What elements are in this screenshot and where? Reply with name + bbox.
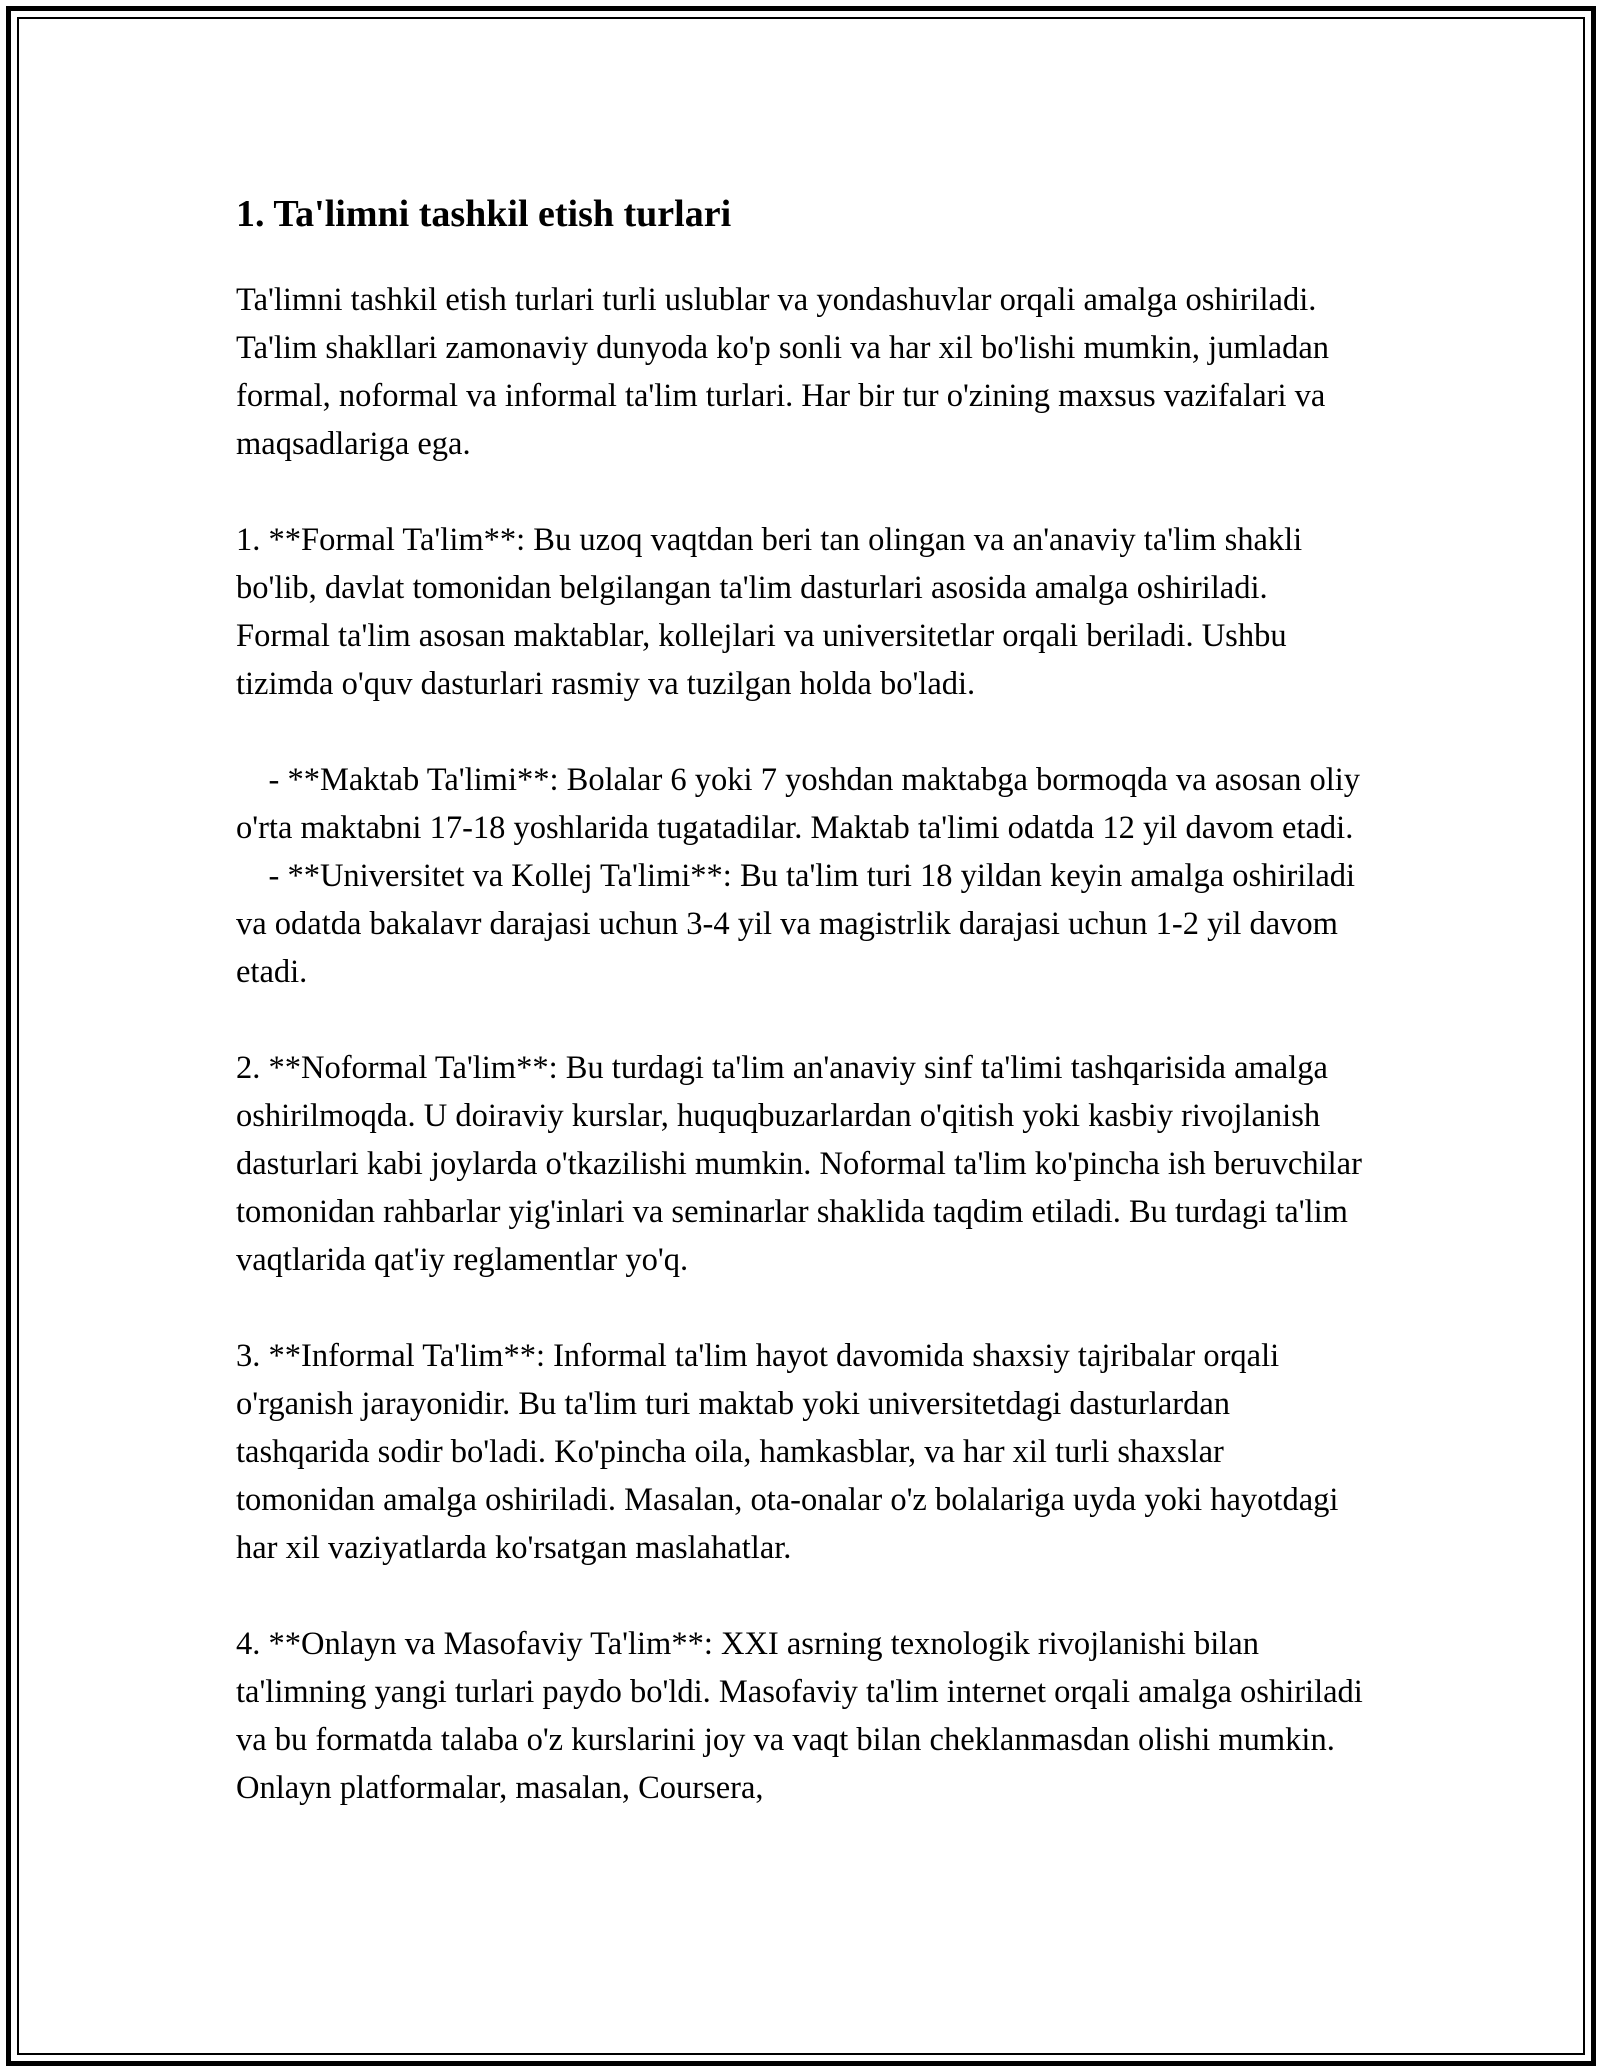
noformal-paragraph: 2. **Noformal Ta'lim**: Bu turdagi ta'lim an'anaviy sinf ta'limi tashqarisida amalga oshirilmoqda. U doiraviy kurslar, huquqbuzarlardan o'qitish yoki kasbiy rivojlanish dasturlari kabi joylarda o'tkazilishi mumkin. Noformal ta'lim ko'pincha ish beruvchilar tomonidan rahbarlar yig'inlari va seminarlar shaklida taqdim etiladi. Bu turdagi ta'lim vaqtlarida qat'iy reglamentlar yo'q. [236, 1050, 1371, 1278]
document-body [236, 188, 1371, 1812]
paragraph-gap [236, 708, 1366, 756]
onlayn-paragraph: 4. **Onlayn va Masofaviy Ta'lim**: XXI asrning texnologik rivojlanishi bilan ta'limning yangi turlari paydo bo'ldi. Masofaviy ta'lim internet orqali amalga oshiriladi va bu formatda talaba o'z kurslarini joy va vaqt bilan cheklanmasdan olishi mumkin. Onlayn platformalar, masalan, Coursera, [236, 1626, 1371, 1806]
paragraph-gap [236, 1572, 1366, 1620]
paragraph-gap [236, 468, 1366, 516]
universitet-paragraph: - **Universitet va Kollej Ta'limi**: Bu ta'lim turi 18 yildan keyin amalga oshiriladi va odatda bakalavr darajasi uchun 3-4 yil va magistrlik darajasi uchun 1-2 yil davom etadi. [236, 858, 1364, 990]
section-heading: 1. Ta'limni tashkil etish turlari [236, 193, 732, 235]
maktab-paragraph: - **Maktab Ta'limi**: Bolalar 6 yoki 7 yoshdan maktabga bormoqda va asosan oliy o'rta maktabni 17-18 yoshlarida tugatadilar. Maktab ta'limi odatda 12 yil davom etadi. [236, 762, 1369, 846]
paragraph-gap [236, 996, 1366, 1044]
formal-paragraph: 1. **Formal Ta'lim**: Bu uzoq vaqtdan beri tan olingan va an'anaviy ta'lim shakli bo'lib, davlat tomonidan belgilangan ta'lim dasturlari asosida amalga oshiriladi. Formal ta'lim asosan maktablar, kollejlari va universitetlar orqali beriladi. Ushbu tizimda o'quv dasturlari rasmiy va tuzilgan holda bo'ladi. [236, 522, 1311, 702]
informal-paragraph: 3. **Informal Ta'lim**: Informal ta'lim hayot davomida shaxsiy tajribalar orqali o'rganish jarayonidir. Bu ta'lim turi maktab yoki universitetdagi dasturlardan tashqarida sodir bo'ladi. Ko'pincha oila, hamkasblar, va har xil turli shaxslar tomonidan amalga oshiriladi. Masalan, ota-onalar o'z bolalariga uyda yoki hayotdagi har xil vaziyatlarda ko'rsatgan maslahatlar. [236, 1338, 1347, 1566]
paragraph-gap [236, 1284, 1366, 1332]
intro-paragraph: Ta'limni tashkil etish turlari turli uslublar va yondashuvlar orqali amalga oshiriladi. Ta'lim shakllari zamonaviy dunyoda ko'p sonli va har xil bo'lishi mumkin, jumladan formal, noformal va informal ta'lim turlari. Har bir tur o'zining maxsus vazifalari va maqsadlariga ega. [236, 282, 1338, 462]
